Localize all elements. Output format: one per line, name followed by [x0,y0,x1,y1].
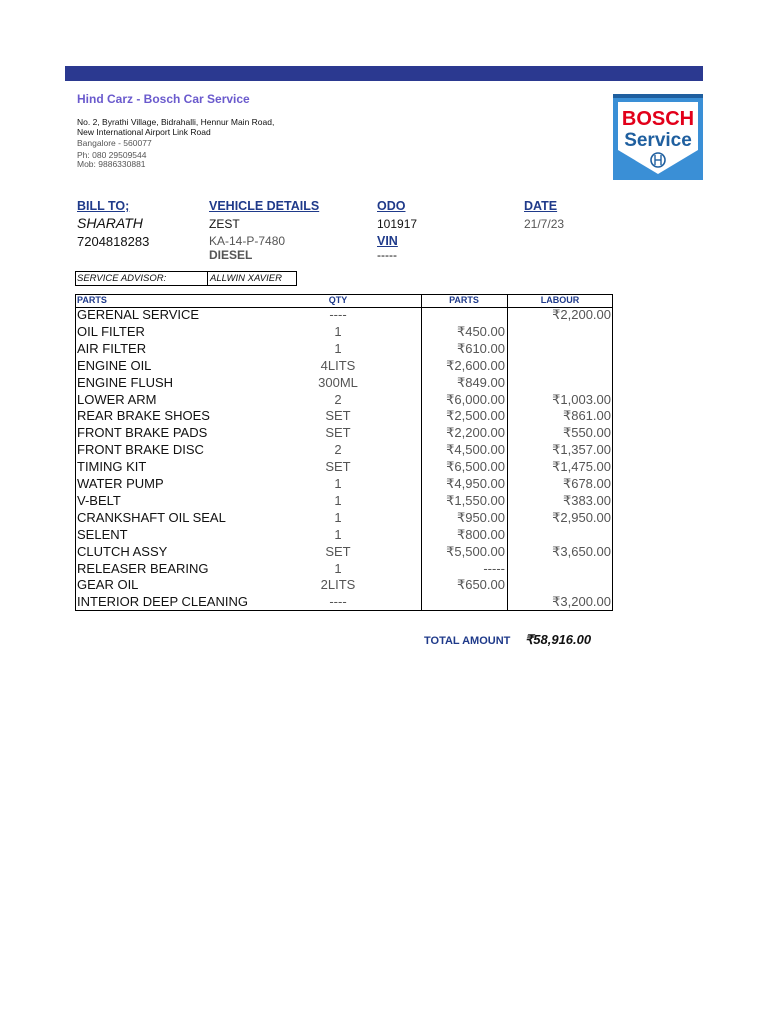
item-labour-amount: ₹678.00 [562,476,611,491]
item-qty: 2 [334,391,342,407]
item-parts-amount: ₹450.00 [456,323,505,339]
table-row [0,391,768,408]
table-row [0,509,768,526]
shop-phone: Ph: 080 29509544 [77,150,147,160]
date-value: 21/7/23 [524,217,565,231]
table-row [0,526,768,543]
item-parts-amount: ₹1,550.00 [446,492,505,508]
item-description: WATER PUMP [77,476,164,491]
item-parts-amount: ₹2,200.00 [446,425,505,441]
table-row [0,492,768,509]
item-description: FRONT BRAKE PADS [77,425,208,441]
col-header-labour: LABOUR [540,295,580,305]
item-description: FRONT BRAKE DISC [77,442,204,458]
item-qty: 1 [334,340,342,356]
item-description: LOWER ARM [77,391,157,407]
item-parts-amount: ₹849.00 [456,374,505,390]
odo-label: ODO [377,199,406,213]
customer-phone: 7204818283 [77,234,150,249]
item-qty: 1 [334,323,342,339]
item-parts-amount: ₹800.00 [456,526,505,542]
svg-text:Service: Service [624,130,692,151]
item-labour-amount: ₹1,003.00 [552,391,611,407]
item-parts-amount: ₹5,500.00 [446,543,505,559]
item-qty: 1 [334,476,342,491]
item-description: ENGINE FLUSH [77,374,174,390]
item-qty: SET [325,425,351,441]
item-description: OIL FILTER [77,323,145,339]
item-description: REAR BRAKE SHOES [77,408,210,424]
item-description: RELEASER BEARING [77,560,209,576]
item-parts-amount: ₹2,600.00 [446,357,505,373]
table-row [0,576,768,593]
col-header-parts-desc: PARTS [77,295,107,305]
item-labour-amount: ₹1,357.00 [552,442,611,458]
fuel-type: DIESEL [209,248,253,262]
vehicle-details-label: VEHICLE DETAILS [209,199,320,213]
table-row [0,458,768,475]
item-parts-amount: ₹950.00 [456,509,505,525]
odo-value: 101917 [377,217,418,231]
table-row [0,357,768,374]
item-labour-amount: ₹1,475.00 [552,459,611,475]
item-parts-amount: ₹4,500.00 [446,442,505,458]
item-description: V-BELT [77,492,121,508]
table-row [0,560,768,577]
table-row [0,593,768,610]
item-description: GERENAL SERVICE [77,307,200,322]
svg-text:BOSCH: BOSCH [621,108,695,130]
item-description: INTERIOR DEEP CLEANING [77,594,248,610]
item-qty: 1 [334,492,342,508]
address-line-1: No. 2, Byrathi Village, Bidrahalli, Hennur Main Road, [77,117,275,127]
customer-name: SHARATH [77,215,143,231]
service-advisor-box [75,271,297,286]
item-labour-amount: ₹3,650.00 [552,543,611,559]
vin-value: ----- [377,248,397,262]
table-row [0,374,768,391]
service-advisor-name: ALLWIN XAVIER [210,273,282,284]
item-qty: 2 [334,442,342,458]
address-line-2: New International Airport Link Road [77,127,211,137]
item-description: AIR FILTER [77,340,147,356]
item-qty: SET [325,543,351,559]
item-qty: ---- [329,307,347,322]
item-description: TIMING KIT [77,459,147,475]
item-parts-amount: ₹6,000.00 [446,391,505,407]
col-header-qty: QTY [328,295,348,305]
vehicle-model: ZEST [209,217,240,231]
item-description: GEAR OIL [77,577,139,593]
item-qty: 1 [334,526,342,542]
table-row [0,424,768,441]
item-qty: ---- [329,594,347,610]
total-amount-value: ₹58,916.00 [525,632,592,647]
item-labour-amount: ₹2,950.00 [552,509,611,525]
vin-label: VIN [377,234,398,248]
item-qty: 1 [334,509,342,525]
table-row [0,340,768,357]
item-labour-amount: ₹550.00 [562,425,611,441]
item-description: SELENT [77,526,128,542]
item-description: CRANKSHAFT OIL SEAL [77,509,226,525]
date-label: DATE [524,199,558,213]
item-parts-amount: ₹650.00 [456,577,505,593]
item-description: ENGINE OIL [77,357,152,373]
item-labour-amount: ₹861.00 [562,408,611,424]
item-qty: 300ML [318,374,358,390]
item-qty: 2LITS [320,577,356,593]
item-qty: 4LITS [320,357,356,373]
table-row [0,407,768,424]
bosch-service-logo [613,94,703,180]
table-row [0,323,768,340]
header-bar [65,66,703,81]
service-advisor-label: SERVICE ADVISOR: [77,273,167,284]
advisor-divider [207,272,208,285]
item-qty: SET [325,459,351,475]
table-row [0,441,768,458]
item-parts-amount: ₹2,500.00 [446,408,505,424]
item-parts-amount: ₹610.00 [456,340,505,356]
address-city: Bangalore - 560077 [77,138,152,148]
shop-mobile: Mob: 9886330881 [77,159,146,169]
table-row [0,543,768,560]
table-row [0,475,768,492]
item-qty: SET [325,408,351,424]
item-labour-amount: ₹383.00 [562,492,611,508]
shop-name: Hind Carz - Bosch Car Service [77,92,250,106]
item-parts-amount: ₹4,950.00 [446,476,505,491]
item-labour-amount: ₹3,200.00 [552,594,611,610]
item-labour-amount: ₹2,200.00 [552,307,611,322]
vehicle-registration: KA-14-P-7480 [209,234,286,248]
item-qty: 1 [334,560,342,576]
table-row [0,306,768,323]
item-parts-amount: ----- [483,560,505,576]
bill-to-label: BILL TO; [77,199,130,213]
col-header-parts-amount: PARTS [449,295,479,305]
item-parts-amount: ₹6,500.00 [446,459,505,475]
total-amount-label: TOTAL AMOUNT [424,635,511,647]
item-description: CLUTCH ASSY [77,543,168,559]
